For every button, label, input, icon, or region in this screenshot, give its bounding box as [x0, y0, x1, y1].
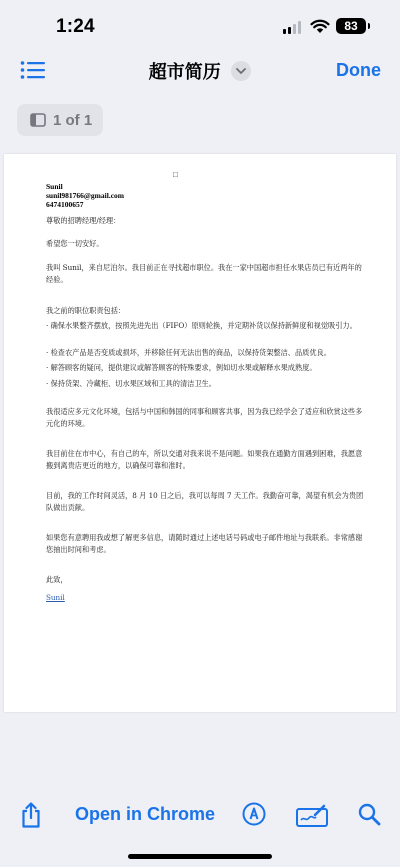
paragraph-7: 如果您有意聘用我或想了解更多信息，请随时通过上述电话号码或电子邮件地址与我联系。非常感谢您抽出时间和考虑。 — [46, 533, 363, 554]
bullet-item: · 检查农产品是否变质或损坏，并移除任何无法出售的商品，以保持货架整洁、品质优良。 — [46, 348, 331, 357]
share-icon[interactable] — [20, 802, 42, 828]
status-bar — [0, 0, 400, 52]
bullet-item: · 确保水果整齐摆放，按照先进先出（FIFO）原则轮换，并定期补货以保持新鲜度和视觉吸引力。 — [46, 321, 357, 330]
open-in-chrome-button[interactable]: Open in Chrome — [75, 804, 216, 824]
closing: 此致， — [46, 575, 68, 584]
sender-block — [46, 182, 124, 209]
chevron-down-icon[interactable] — [231, 61, 251, 81]
paragraph-1: 希望您一切安好。 — [46, 239, 104, 248]
paragraph-2: 我叫 Sunil，来自尼泊尔。我目前正在寻找超市职位。我在一家中国超市担任水果店员已有近两年的经验。 — [46, 263, 362, 284]
search-icon[interactable] — [357, 802, 381, 826]
home-indicator — [128, 854, 272, 859]
page-indicator-label: 1 of 1 — [53, 111, 93, 129]
bullet-item: · 解答顾客的疑问，提供建议或解答顾客的特殊要求，例如切水果或解释水果成熟度。 — [46, 363, 317, 372]
sidebar-icon — [30, 113, 46, 127]
bullet-item: · 保持货架、冷藏柜、切水果区域和工具的清洁卫生。 — [46, 379, 216, 388]
cellular-signal-icon — [283, 21, 301, 34]
page-marker: □ — [173, 170, 178, 179]
signature: Sunil — [46, 593, 65, 602]
paragraph-5: 我目前住在市中心，有自己的车，所以交通对我来说不是问题。如果我在通勤方面遇到困难，我愿意搬到离贵店更近的地方，以确保可靠和准时。 — [46, 449, 363, 470]
wifi-icon — [310, 18, 330, 34]
paragraph-4: 我很适应多元文化环境，包括与中国和韩国的同事和顾客共事，因为我已经学会了适应和欣赏这些多元化的环境。 — [46, 407, 363, 428]
bottom-toolbar — [0, 790, 400, 840]
page-indicator-button[interactable] — [17, 104, 103, 136]
paragraph-6: 目前，我的工作时间灵活，8 月 10 日之后，我可以每周 7 天工作。我勤奋可靠，渴望有机会为贵团队做出贡献。 — [46, 491, 364, 512]
status-time: 1:24 — [56, 16, 95, 37]
signature-icon[interactable] — [296, 803, 328, 827]
greeting: 尊敬的招聘经理/经理： — [46, 216, 121, 225]
sender-phone: 6474100657 — [46, 200, 84, 209]
markup-icon[interactable] — [242, 802, 266, 826]
nav-bar — [0, 52, 400, 90]
sender-name: Sunil — [46, 182, 63, 191]
document-page — [4, 154, 396, 712]
battery-indicator: 83 — [336, 18, 366, 34]
paragraph-3-heading: 我之前的职位职责包括： — [46, 306, 126, 315]
document-title: 超市简历 — [148, 62, 221, 82]
done-button[interactable]: Done — [336, 60, 381, 80]
sender-email: sunil981766@gmail.com — [46, 191, 125, 200]
